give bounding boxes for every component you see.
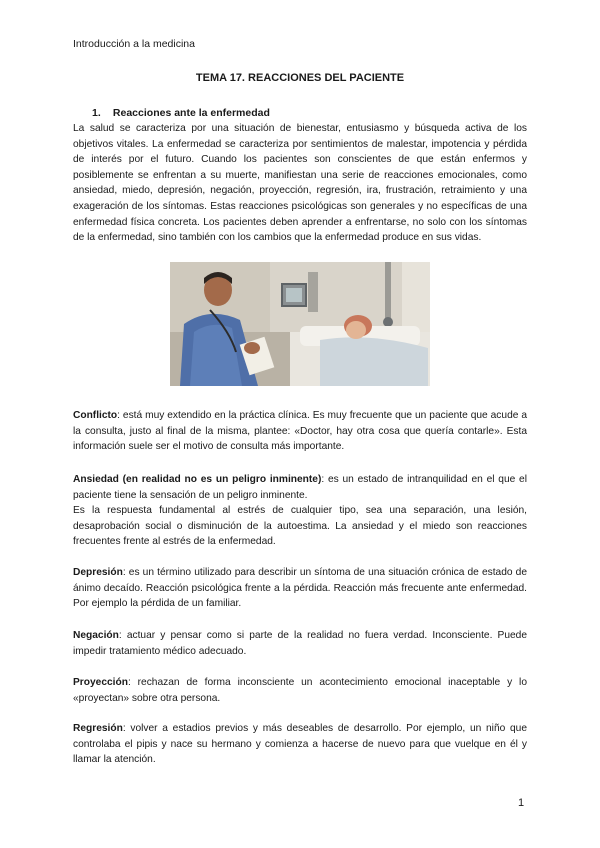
text-ansiedad-2: Es la respuesta fundamental al estrés de cualquier tipo, sea una separación, una lesión, desaprobación social o disminución de la autoestima. La ansiedad y el miedo son reacciones frecuentes frente al estrés de la enfermedad. xyxy=(73,505,527,548)
item-regresion xyxy=(73,721,527,768)
page-number: 1 xyxy=(518,797,525,809)
section-heading xyxy=(92,107,270,119)
term-regresion: Regresión xyxy=(73,723,123,734)
item-negacion xyxy=(73,628,527,659)
term-proyeccion: Proyección xyxy=(73,677,128,688)
text-proyeccion: : rechazan de forma inconsciente un acontecimiento emocional inaceptable y lo «proyectan» sobre otra persona. xyxy=(73,677,527,704)
item-proyeccion xyxy=(73,675,527,706)
text-regresion: : volver a estadios previos y más deseables de desarrollo. Por ejemplo, un niño que controlaba el pipis y nace su hermano y comienza a hacerse de nuevo para que vuelque en él y llamar la atención. xyxy=(73,723,527,766)
term-depresion: Depresión xyxy=(73,567,123,578)
item-depresion xyxy=(73,565,527,612)
term-negacion: Negación xyxy=(73,630,119,641)
section-label: Reacciones ante la enfermedad xyxy=(112,107,270,119)
text-conflicto: : está muy extendido en la práctica clínica. Es muy frecuente que un paciente que acude a la consulta, justo al final de la misma, plantee: «Doctor, hay otra cosa que quería contarle». Esta información suele ser el motivo de consulta más importante. xyxy=(73,410,527,453)
section-number: 1. xyxy=(92,107,101,119)
intro-paragraph: La salud se caracteriza por una situación de bienestar, entusiasmo y búsqueda activa de los objetivos vitales. La enfermedad se caracteriza por sentimientos de malestar, impotencia y pérdida de interés por el futuro. Cuando los pacientes son conscientes de que están enfermos y posiblemente se enfrentan a su muerte, manifiestan una serie de reacciones emocionales, como ansiedad, miedo, depresión, negación, proyección, regresión, ira, frustración, retraimiento y una exageración de los síntomas. Estas reacciones psicológicas son generales y no específicas de una enfermedad física concreta. Los pacientes deben aprender a enfrentarse, no solo con los síntomas de la enfermedad, sino también con los cambios que la enfermedad produce en sus vidas. xyxy=(73,123,527,244)
running-header: Introducción a la medicina xyxy=(73,38,195,50)
doctor-patient-photo xyxy=(170,262,430,386)
item-ansiedad xyxy=(73,472,527,550)
item-conflicto xyxy=(73,408,527,455)
text-negacion: : actuar y pensar como si parte de la realidad no fuera verdad. Inconsciente. Puede impedir tratamiento médico adecuado. xyxy=(73,630,527,657)
term-conflicto: Conflicto xyxy=(73,410,118,421)
hospital-scene-image xyxy=(170,262,430,386)
term-ansiedad: Ansiedad (en realidad no es un peligro inminente) xyxy=(73,474,322,485)
page-title: TEMA 17. REACCIONES DEL PACIENTE xyxy=(195,72,405,84)
text-depresion: : es un término utilizado para describir un síntoma de una situación crónica de estado de ánimo decaído. Reacción psicológica frente a la pérdida. Reacción más frecuente ante enfermedad. Por ejemplo la pérdida de un familiar. xyxy=(73,567,527,610)
text-ansiedad: : es un estado de intranquilidad en el que el paciente tiene la sensación de un peligro inminente. xyxy=(73,474,527,501)
